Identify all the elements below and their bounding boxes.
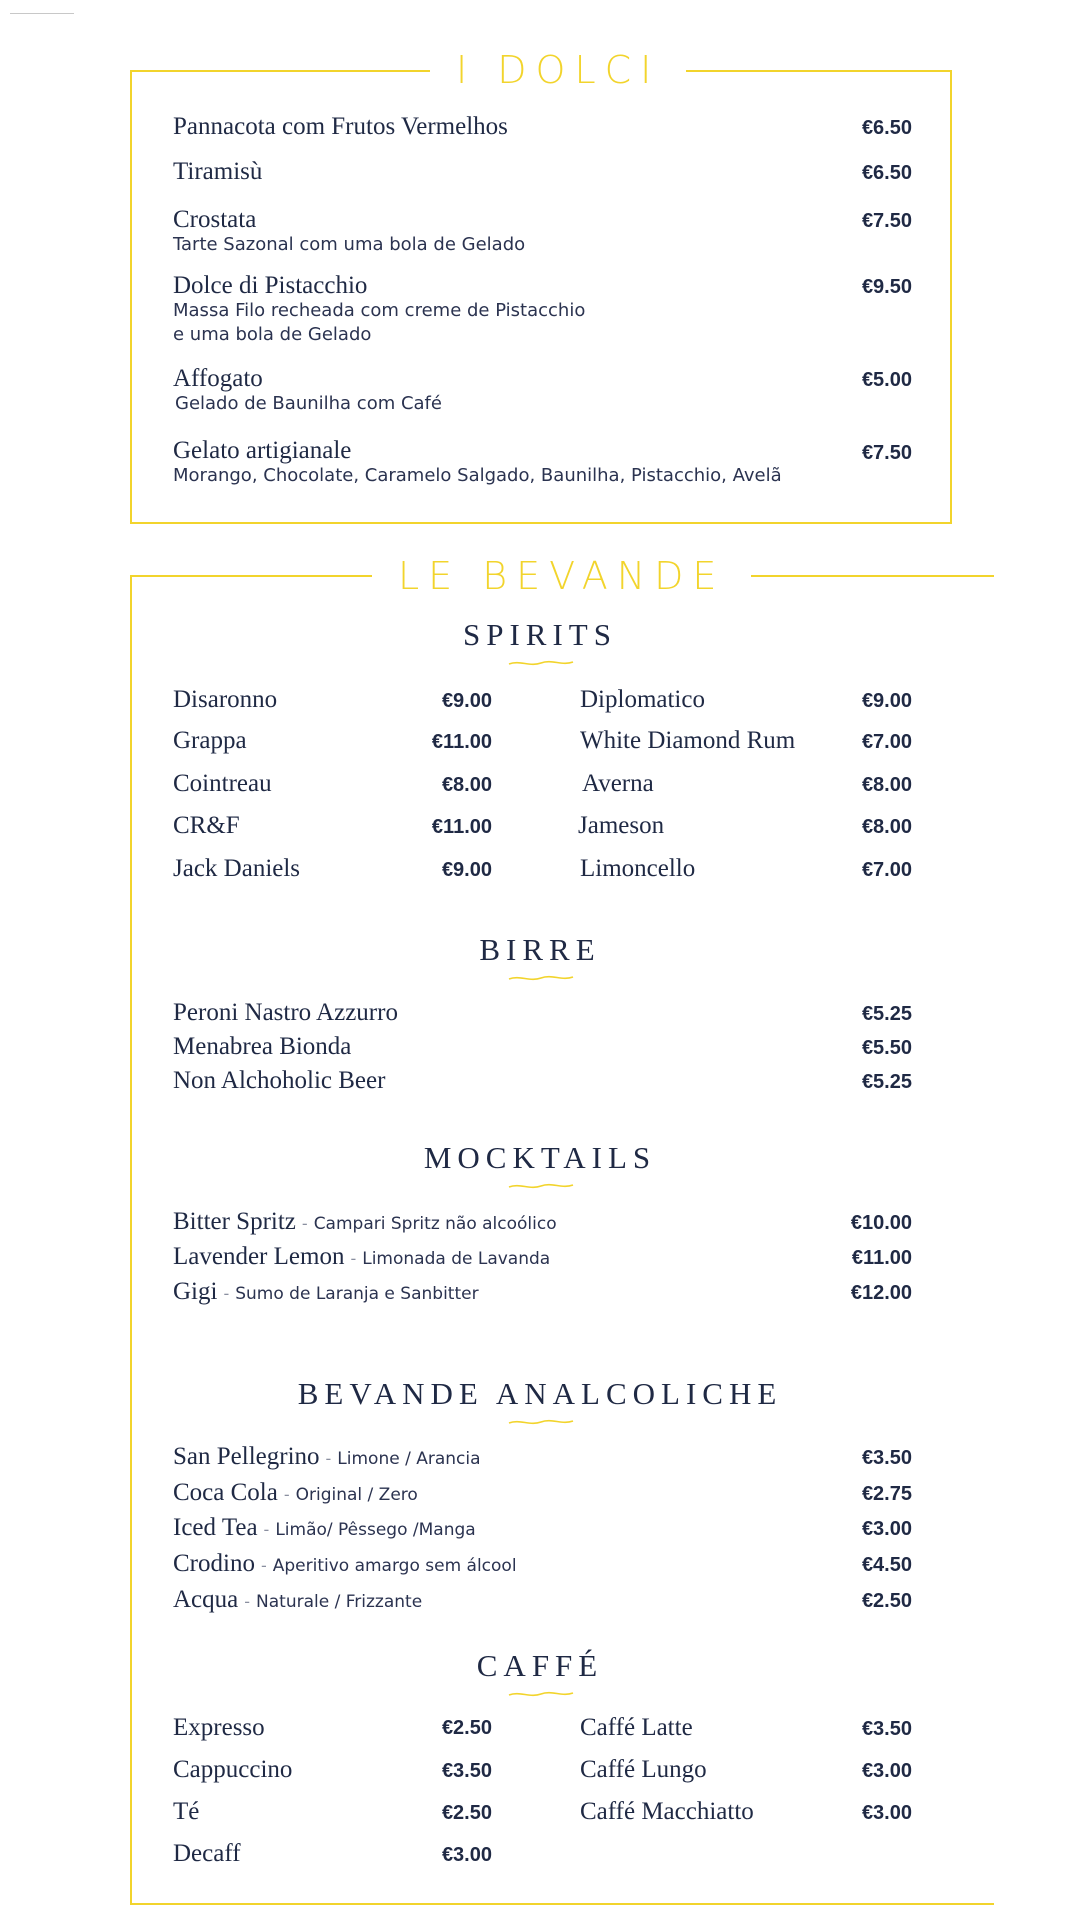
spirits-item-name: Averna bbox=[582, 770, 654, 797]
dolci-item-name: Pannacota com Frutos Vermelhos bbox=[173, 113, 508, 140]
wave-divider-icon bbox=[508, 1181, 574, 1191]
analcoliche-item-name: Iced Tea bbox=[173, 1514, 258, 1541]
analcoliche-item-name: Crodino bbox=[173, 1550, 255, 1577]
mocktails-item-desc: Sumo de Laranja e Sanbitter bbox=[235, 1284, 479, 1304]
wave-divider-icon bbox=[508, 1689, 574, 1699]
spirits-title: SPIRITS bbox=[463, 617, 617, 652]
separator-dash: - bbox=[325, 1449, 332, 1468]
bevande-frame-bottom bbox=[130, 1903, 994, 1905]
caffe-item-price: €2.50 bbox=[441, 1802, 492, 1824]
spirits-item-name: Cointreau bbox=[173, 770, 272, 797]
dolci-item-desc: Tarte Sazonal com uma bola de Gelado bbox=[173, 234, 526, 255]
birre-item-price: €5.25 bbox=[861, 1003, 912, 1025]
mocktails-item-price: €12.00 bbox=[850, 1282, 912, 1304]
dolci-item-name: Gelato artigianale bbox=[173, 437, 352, 464]
analcoliche-item-desc: Naturale / Frizzante bbox=[256, 1592, 423, 1612]
dolci-item-price: €9.50 bbox=[861, 276, 912, 298]
separator-dash: - bbox=[223, 1284, 230, 1303]
birre-item-price: €5.50 bbox=[861, 1037, 912, 1059]
dolci-item-name: Tiramisù bbox=[173, 158, 263, 185]
spirits-item-name: Diplomatico bbox=[580, 686, 705, 713]
mocktails-item bbox=[173, 1208, 557, 1236]
mocktails-item-name: Lavender Lemon bbox=[173, 1243, 345, 1270]
spirits-item-price: €7.00 bbox=[861, 859, 912, 881]
spirits-item-name: Jack Daniels bbox=[173, 855, 301, 882]
caffe-item-price: €3.00 bbox=[861, 1802, 912, 1824]
caffe-item-name: Decaff bbox=[173, 1840, 241, 1867]
bevande-frame-left bbox=[130, 575, 132, 1905]
mocktails-item bbox=[173, 1278, 479, 1306]
analcoliche-item-price: €3.50 bbox=[861, 1447, 912, 1469]
spirits-item-price: €8.00 bbox=[861, 774, 912, 796]
spirits-item-name: Grappa bbox=[173, 727, 247, 754]
mocktails-item-name: Gigi bbox=[173, 1278, 218, 1305]
birre-item-name: Peroni Nastro Azzurro bbox=[173, 999, 398, 1026]
spirits-item-price: €8.00 bbox=[861, 816, 912, 838]
analcoliche-title: BEVANDE ANALCOLICHE bbox=[297, 1376, 783, 1411]
dolci-item-price: €7.50 bbox=[861, 442, 912, 464]
mocktails-item-price: €10.00 bbox=[850, 1212, 912, 1234]
analcoliche-item-name: San Pellegrino bbox=[173, 1443, 320, 1470]
caffe-item-price: €2.50 bbox=[441, 1717, 492, 1739]
analcoliche-item bbox=[173, 1514, 476, 1542]
analcoliche-item-price: €2.50 bbox=[861, 1590, 912, 1612]
analcoliche-item-price: €3.00 bbox=[861, 1518, 912, 1540]
spirits-item-price: €11.00 bbox=[431, 816, 492, 838]
caffe-title: CAFFÉ bbox=[476, 1648, 604, 1683]
spirits-item-price: €9.00 bbox=[441, 859, 492, 881]
mocktails-title: MOCKTAILS bbox=[423, 1140, 657, 1175]
dolci-item-name: Affogato bbox=[173, 365, 263, 392]
dolci-item-desc-line2: e uma bola de Gelado bbox=[173, 324, 372, 345]
spirits-item-price: €9.00 bbox=[441, 690, 492, 712]
analcoliche-item-desc: Limão/ Pêssego /Manga bbox=[275, 1520, 476, 1540]
spirits-item-name: Jameson bbox=[578, 812, 665, 839]
analcoliche-item-name: Coca Cola bbox=[173, 1479, 278, 1506]
dolci-item-desc: Gelado de Baunilha com Café bbox=[175, 393, 442, 414]
wave-divider-icon bbox=[508, 658, 574, 668]
caffe-item-price: €3.50 bbox=[441, 1760, 492, 1782]
spirits-item-price: €9.00 bbox=[861, 690, 912, 712]
analcoliche-item-name: Acqua bbox=[173, 1586, 239, 1613]
caffe-item-name: Caffé Latte bbox=[580, 1714, 693, 1741]
caffe-item-name: Caffé Macchiatto bbox=[580, 1798, 754, 1825]
analcoliche-item-desc: Limone / Arancia bbox=[337, 1449, 481, 1469]
dolci-item-price: €7.50 bbox=[861, 210, 912, 232]
spirits-item-name: Disaronno bbox=[173, 686, 278, 713]
analcoliche-item bbox=[173, 1479, 418, 1507]
dolci-item-name: Crostata bbox=[173, 206, 257, 233]
mocktails-item-desc: Limonada de Lavanda bbox=[362, 1249, 551, 1269]
caffe-item-name: Cappuccino bbox=[173, 1756, 293, 1783]
dolci-item-price: €5.00 bbox=[861, 369, 912, 391]
caffe-item-price: €3.50 bbox=[861, 1718, 912, 1740]
analcoliche-item bbox=[173, 1586, 422, 1614]
top-rule bbox=[10, 13, 74, 14]
caffe-item-price: €3.00 bbox=[441, 1844, 492, 1866]
spirits-item-name: White Diamond Rum bbox=[580, 727, 796, 754]
analcoliche-item-price: €4.50 bbox=[861, 1554, 912, 1576]
spirits-item-price: €8.00 bbox=[441, 774, 492, 796]
birre-item-name: Non Alchoholic Beer bbox=[173, 1067, 386, 1094]
separator-dash: - bbox=[350, 1249, 357, 1268]
separator-dash: - bbox=[283, 1485, 290, 1504]
caffe-item-price: €3.00 bbox=[861, 1760, 912, 1782]
caffe-item-name: Expresso bbox=[173, 1714, 265, 1741]
dolci-title: I DOLCI bbox=[430, 50, 686, 90]
dolci-item-price: €6.50 bbox=[861, 162, 912, 184]
birre-title: BIRRE bbox=[479, 932, 601, 967]
wave-divider-icon bbox=[508, 973, 574, 983]
mocktails-item bbox=[173, 1243, 550, 1271]
analcoliche-item-desc: Aperitivo amargo sem álcool bbox=[272, 1556, 517, 1576]
spirits-item-name: Limoncello bbox=[580, 855, 696, 882]
spirits-item-price: €11.00 bbox=[431, 731, 492, 753]
caffe-item-name: Caffé Lungo bbox=[580, 1756, 707, 1783]
analcoliche-item-desc: Original / Zero bbox=[295, 1485, 418, 1505]
mocktails-item-desc: Campari Spritz não alcoólico bbox=[313, 1214, 557, 1234]
dolci-item-desc: Massa Filo recheada com creme de Pistacchio bbox=[173, 300, 586, 321]
dolci-item-price: €6.50 bbox=[861, 117, 912, 139]
separator-dash: - bbox=[263, 1520, 270, 1539]
analcoliche-item bbox=[173, 1550, 517, 1578]
mocktails-item-name: Bitter Spritz bbox=[173, 1208, 296, 1235]
analcoliche-item-price: €2.75 bbox=[861, 1483, 912, 1505]
analcoliche-item bbox=[173, 1443, 481, 1471]
separator-dash: - bbox=[301, 1214, 308, 1233]
caffe-item-name: Té bbox=[173, 1798, 200, 1825]
wave-divider-icon bbox=[508, 1417, 574, 1427]
bevande-title: LE BEVANDE bbox=[372, 556, 751, 596]
mocktails-item-price: €11.00 bbox=[851, 1247, 912, 1269]
birre-item-price: €5.25 bbox=[861, 1071, 912, 1093]
separator-dash: - bbox=[244, 1592, 251, 1611]
dolci-item-name: Dolce di Pistacchio bbox=[173, 272, 368, 299]
spirits-item-name: CR&F bbox=[173, 812, 240, 839]
dolci-item-desc: Morango, Chocolate, Caramelo Salgado, Baunilha, Pistacchio, Avelã bbox=[173, 465, 782, 486]
separator-dash: - bbox=[260, 1556, 267, 1575]
spirits-item-price: €7.00 bbox=[861, 731, 912, 753]
birre-item-name: Menabrea Bionda bbox=[173, 1033, 352, 1060]
